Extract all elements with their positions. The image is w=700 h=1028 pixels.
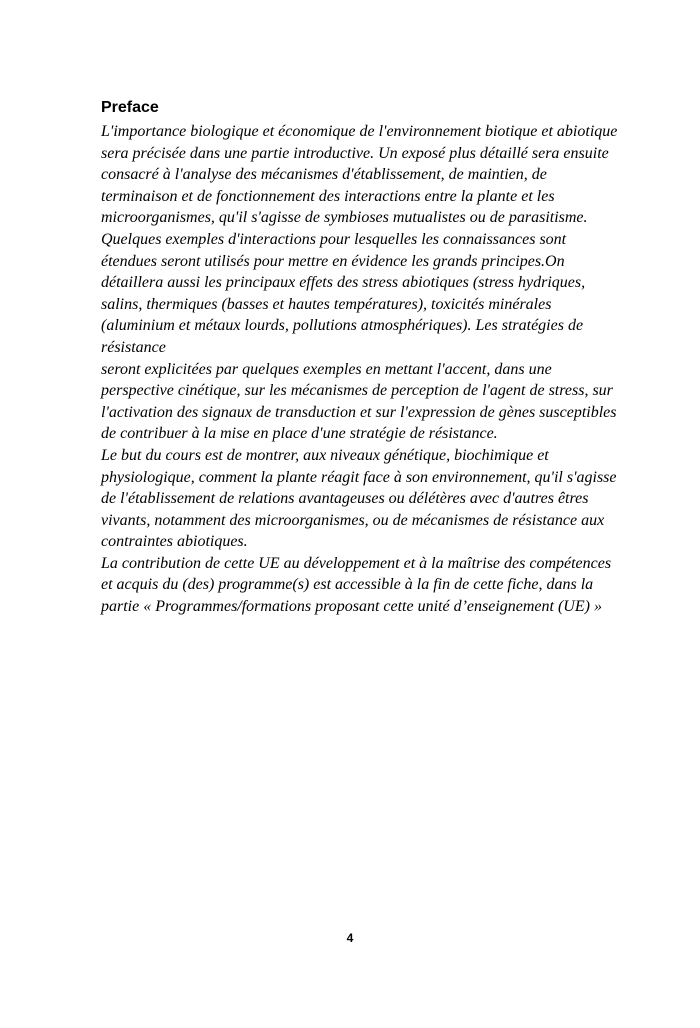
text-line: L'importance biologique et économique de l'environnement biotique et abiotique — [101, 123, 618, 140]
page-number: 4 — [346, 931, 354, 945]
text-line: seront explicitées par quelques exemples en mettant l'accent, dans une — [101, 360, 552, 378]
text-line: partie « Programmes/formations proposant cette unité d’enseignement (UE) » — [101, 598, 602, 616]
text-line: l'activation des signaux de transduction et sur l'expression de gènes susceptibles — [101, 403, 617, 421]
text-line: (aluminium et métaux lourds, pollutions atmosphériques). Les stratégies de — [101, 317, 584, 335]
text-line: salins, thermiques (basses et hautes températures), toxicités minérales — [101, 295, 552, 313]
text-line: terminaison et de fonctionnement des interactions entre la plante et les — [101, 187, 555, 205]
text-line: Quelques exemples d'interactions pour lesquelles les connaissances sont — [101, 230, 567, 248]
text-line: sera précisée dans une partie introductive. Un exposé plus détaillé sera ensuite — [101, 144, 609, 162]
text-line: étendues seront utilisés pour mettre en évidence les grands principes.On — [101, 252, 565, 270]
text-line: consacré à l'analyse des mécanismes d'établissement, de maintien, de — [101, 166, 547, 184]
text-line: détaillera aussi les principaux effets des stress abiotiques (stress hydriques, — [101, 274, 586, 292]
text-line: résistance — [101, 338, 166, 356]
text-line: de contribuer à la mise en place d'une stratégie de résistance. — [101, 425, 498, 443]
preface-body — [101, 121, 661, 618]
text-line: perspective cinétique, sur les mécanismes de perception de l'agent de stress, sur — [101, 382, 613, 400]
section-heading: Preface — [101, 99, 159, 116]
text-line: microorganismes, qu'il s'agisse de symbioses mutualistes ou de parasitisme. — [101, 209, 588, 227]
text-line: physiologique, comment la plante réagit face à son environnement, qu'il s'agisse — [101, 468, 617, 486]
text-line: La contribution de cette UE au développement et à la maîtrise des compétences — [101, 554, 612, 572]
text-line: de l'établissement de relations avantageuses ou délétères avec d'autres êtres — [101, 490, 589, 508]
text-line: contraintes abiotiques. — [101, 533, 248, 551]
text-line: et acquis du (des) programme(s) est accessible à la fin de cette fiche, dans la — [101, 576, 594, 594]
text-line: vivants, notamment des microorganismes, ou de mécanismes de résistance aux — [101, 511, 605, 529]
text-line: Le but du cours est de montrer, aux niveaux génétique, biochimique et — [101, 446, 549, 464]
